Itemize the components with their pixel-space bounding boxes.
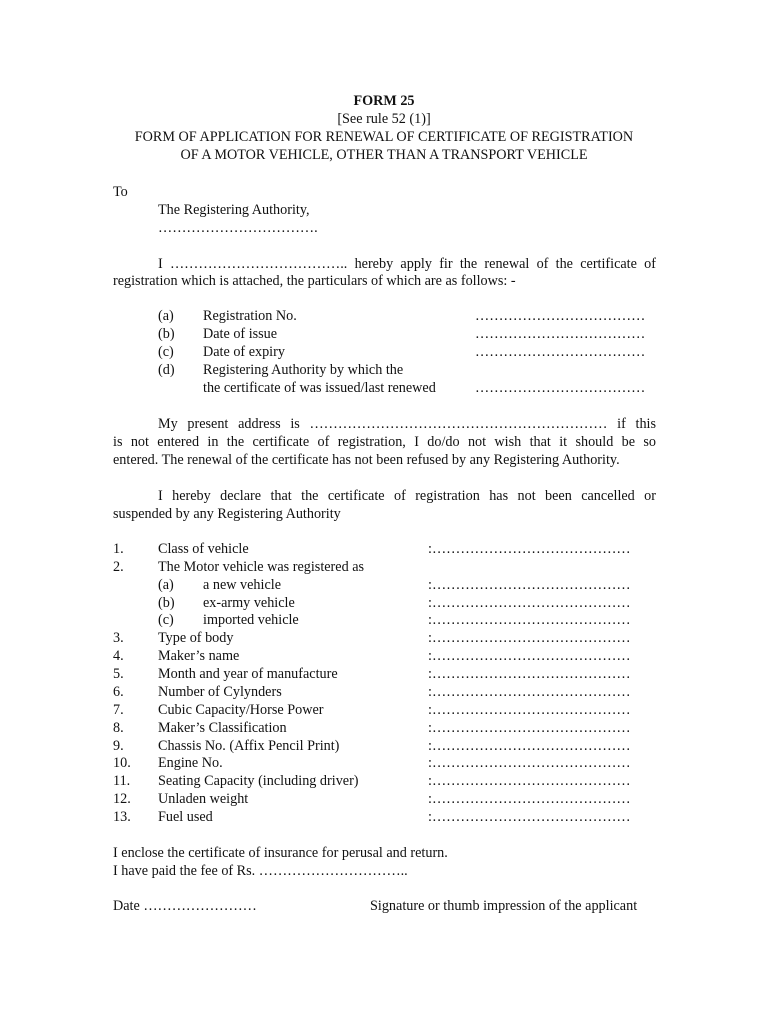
particular-label: Date of expiry [203,344,285,360]
date-field: Date …………………… [113,898,257,914]
rule-reference: [See rule 52 (1)] [337,111,431,127]
item-label: Fuel used [158,809,213,825]
particular-mark: (c) [158,344,174,360]
particular-label: Registration No. [203,308,297,324]
item-blank: :…………………………………… [428,595,631,611]
item-number: 8. [113,720,124,736]
particular-label: Date of issue [203,326,278,342]
item-label: Maker’s name [158,648,240,664]
item-number: 5. [113,666,124,682]
particular-label-continued: the certificate of was issued/last renewed [203,380,436,396]
item-number: 13. [113,809,131,825]
declaration-line-2: suspended by any Registering Authority [113,506,341,522]
item-blank: :…………………………………… [428,702,631,718]
item-blank: :…………………………………… [428,738,631,754]
item-blank: :…………………………………… [428,720,631,736]
item-label: a new vehicle [203,577,281,593]
application-line-1: I ……………………………….. hereby apply fir the renewal of the certificate of [158,256,656,272]
item-label: Type of body [158,630,234,646]
form-title-line-2: OF A MOTOR VEHICLE, OTHER THAN A TRANSPORT VEHICLE [180,147,588,163]
item-number: 2. [113,559,124,575]
authority-blank: ……………………………. [158,220,318,236]
item-number: 11. [113,773,131,789]
item-number: 12. [113,791,131,807]
insurance-statement: I enclose the certificate of insurance for perusal and return. [113,845,448,861]
item-label: Number of Cylynders [158,684,282,700]
item-sub-mark: (a) [158,577,174,593]
particular-blank: ……………………………… [475,380,646,396]
item-number: 9. [113,738,124,754]
item-blank: :…………………………………… [428,773,631,789]
signature-label: Signature or thumb impression of the applicant [370,898,638,914]
item-label: Cubic Capacity/Horse Power [158,702,324,718]
form-title-line-1: FORM OF APPLICATION FOR RENEWAL OF CERTIFICATE OF REGISTRATION [134,129,634,145]
item-number: 1. [113,541,124,557]
item-number: 10. [113,755,131,771]
item-label: Unladen weight [158,791,249,807]
item-blank: :…………………………………… [428,755,631,771]
item-number: 7. [113,702,124,718]
item-sub-mark: (b) [158,595,175,611]
address-line-2: is not entered in the certificate of registration, I do/do not wish that it should be so [113,434,656,450]
to-label: To [113,184,128,200]
item-sub-mark: (c) [158,612,174,628]
authority-label: The Registering Authority, [158,202,310,218]
address-line-3: entered. The renewal of the certificate has not been refused by any Registering Authority. [113,452,620,468]
item-blank: :…………………………………… [428,648,631,664]
item-blank: :…………………………………… [428,577,631,593]
item-blank: :…………………………………… [428,630,631,646]
particular-mark: (a) [158,308,174,324]
item-blank: :…………………………………… [428,612,631,628]
item-label: Class of vehicle [158,541,249,557]
application-line-2: registration which is attached, the particulars of which are as follows: - [113,273,516,289]
fee-statement: I have paid the fee of Rs. ………………………….. [113,863,408,879]
item-label: ex-army vehicle [203,595,295,611]
item-number: 4. [113,648,124,664]
item-blank: :…………………………………… [428,541,631,557]
particular-mark: (b) [158,326,175,342]
particular-blank: ……………………………… [475,344,646,360]
item-number: 3. [113,630,124,646]
item-blank: :…………………………………… [428,666,631,682]
item-label: Month and year of manufacture [158,666,338,682]
particular-mark: (d) [158,362,175,378]
form-number: FORM 25 [353,93,415,109]
item-blank: :…………………………………… [428,791,631,807]
declaration-line-1: I hereby declare that the certificate of registration has not been cancelled or [158,488,656,504]
item-label: imported vehicle [203,612,299,628]
item-label: The Motor vehicle was registered as [158,559,365,575]
particular-blank: ……………………………… [475,326,646,342]
item-label: Engine No. [158,755,223,771]
item-blank: :…………………………………… [428,809,631,825]
item-label: Chassis No. (Affix Pencil Print) [158,738,340,754]
item-blank: :…………………………………… [428,684,631,700]
item-label: Seating Capacity (including driver) [158,773,359,789]
particular-label: Registering Authority by which the [203,362,404,378]
item-label: Maker’s Classification [158,720,287,736]
particular-blank: ……………………………… [475,308,646,324]
address-line-1: My present address is ……………………………………………………… if this [158,416,656,432]
item-number: 6. [113,684,124,700]
